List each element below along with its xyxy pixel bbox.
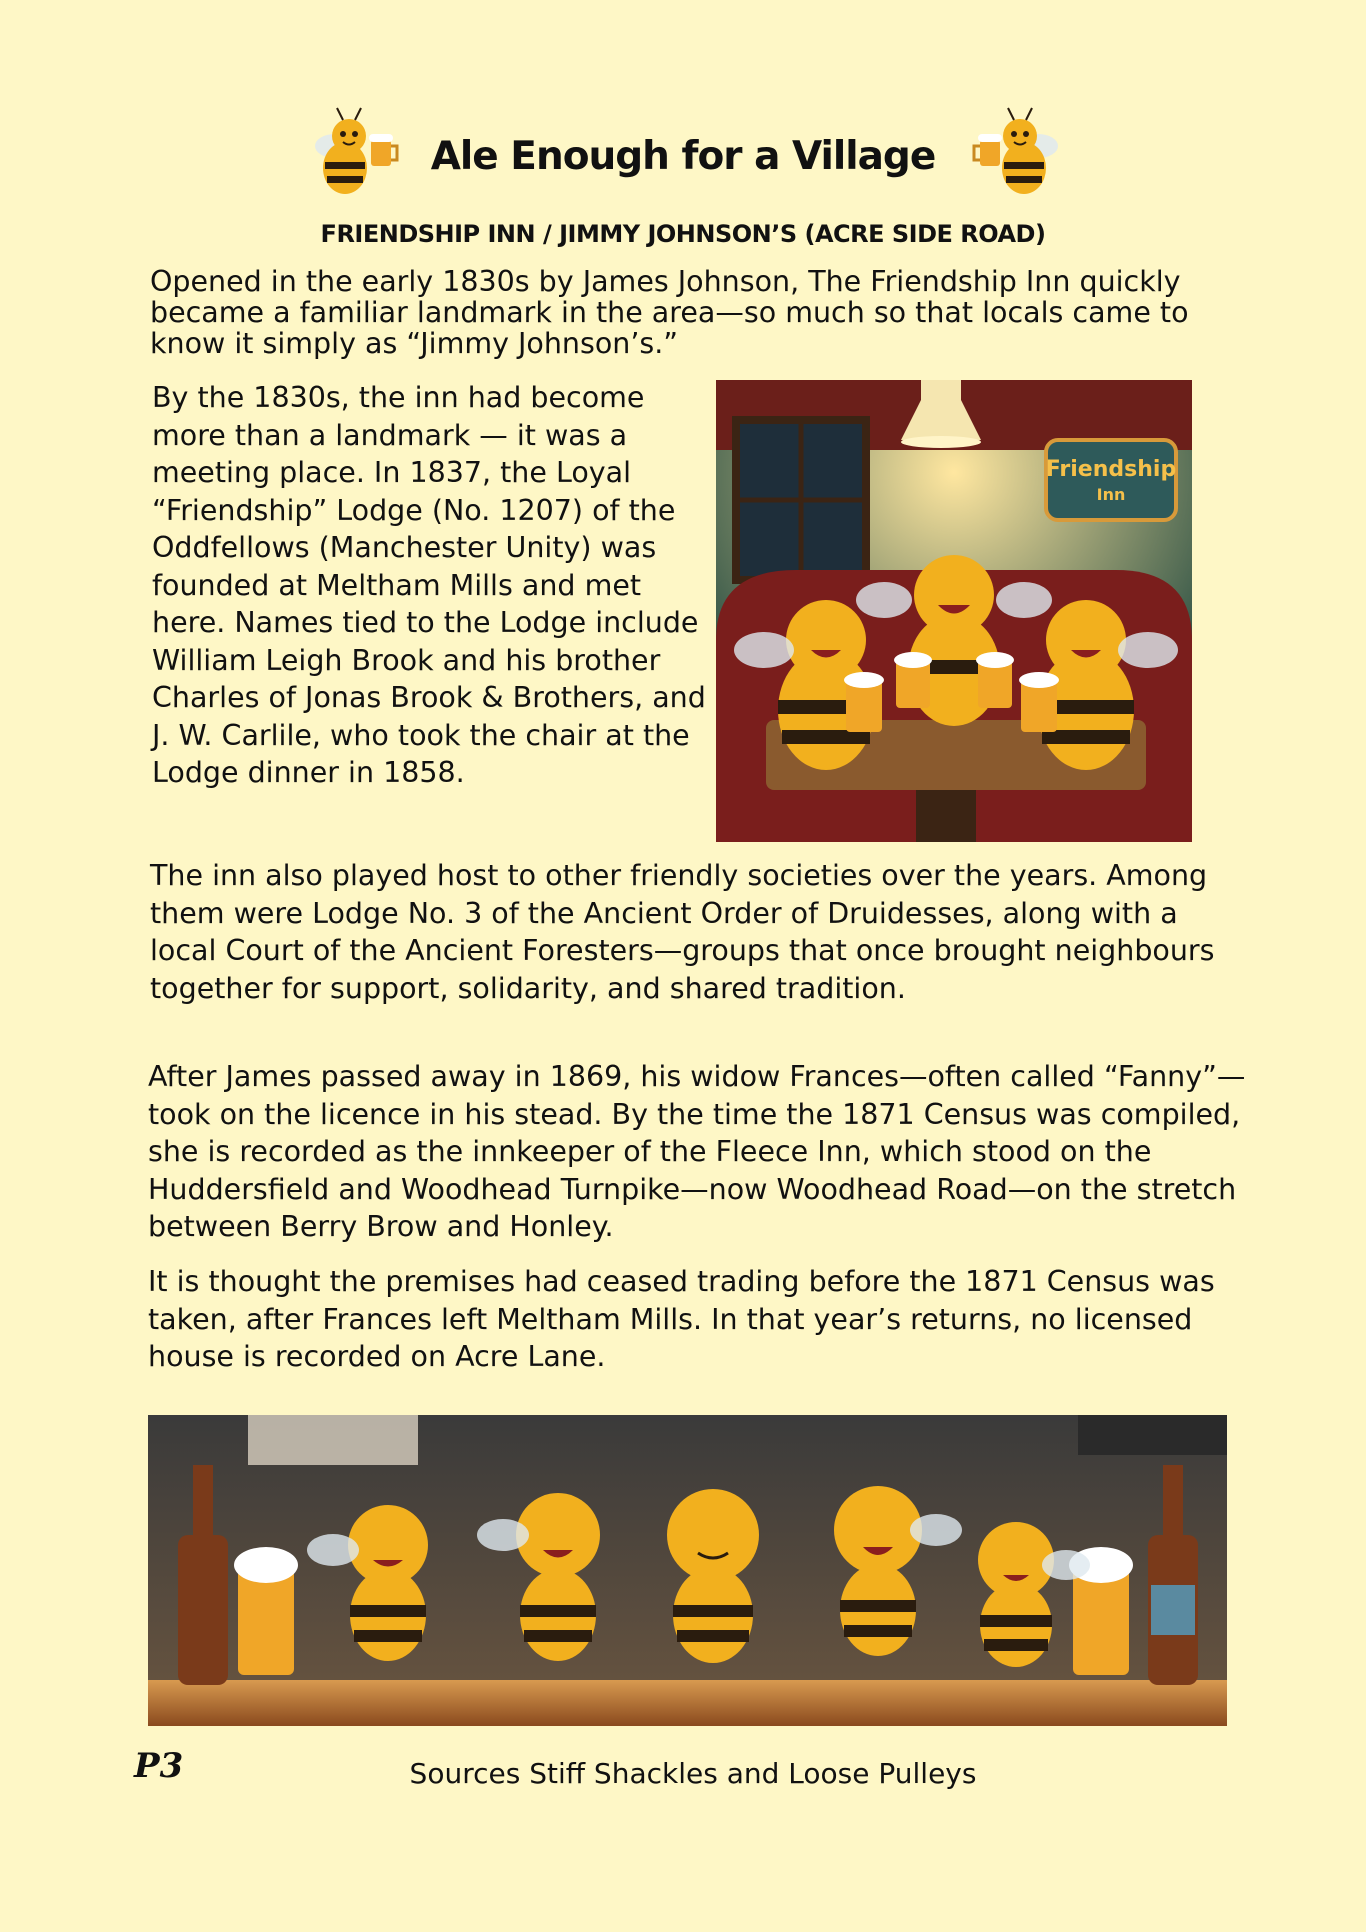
pub-sign-text: Inn [1096, 485, 1126, 504]
page-title: Ale Enough for a Village [430, 134, 936, 179]
beer-glass-icon [234, 1547, 298, 1675]
frances-paragraph: After James passed away in 1869, his widow Frances—often called “Fanny”—took on the licence in his stead. By the time the 1871 Census was compiled, she is recorded as the innkeeper of the Fleece Inn, which stood on the Huddersfield and Woodhead Turnpike—now Woodhead Road—on the stretch between Berry Brow and Honley. [148, 1060, 1246, 1243]
title-row [0, 100, 1366, 210]
section-subtitle: FRIENDSHIP INN / JIMMY JOHNSON’S (ACRE SIDE ROAD) [320, 220, 1046, 248]
closing-paragraph: It is thought the premises had ceased trading before the 1871 Census was taken, after Frances left Meltham Mills. In that year’s returns, no licensed house is recorded on Acre Lane. [148, 1265, 1215, 1373]
page-number: P3 [134, 1746, 184, 1786]
intro-paragraph: Opened in the early 1830s by James Johnson, The Friendship Inn quickly became a familiar landmark in the area—so much so that locals came to know it simply as “Jimmy Johnson’s.” [150, 265, 1189, 360]
bee-with-beer-icon [958, 106, 1068, 206]
societies-paragraph: The inn also played host to other friendly societies over the years. Among them were Lodge No. 3 of the Ancient Order of Druidesses, along with a local Court of the Ancient Foresters—groups that once brought neighbours together for support, solidarity, and shared tradition. [150, 859, 1215, 1005]
pub-bees-illustration [716, 380, 1192, 842]
sources-credit: Sources Stiff Shackles and Loose Pulleys [409, 1757, 977, 1790]
dancing-bees-illustration [148, 1415, 1227, 1726]
lodge-paragraph: By the 1830s, the inn had become more than a landmark — it was a meeting place. In 1837, the Loyal “Friendship” Lodge (No. 1207) of the Oddfellows (Manchester Unity) was founded at Meltham Mills and met here. Names tied to the Lodge include William Leigh Brook and his brother Charles of Jonas Brook & Brothers, and J. W. Carlile, who took the chair at the Lodge dinner in 1858. [152, 381, 706, 789]
pub-sign-text: Friendship [1045, 457, 1177, 482]
